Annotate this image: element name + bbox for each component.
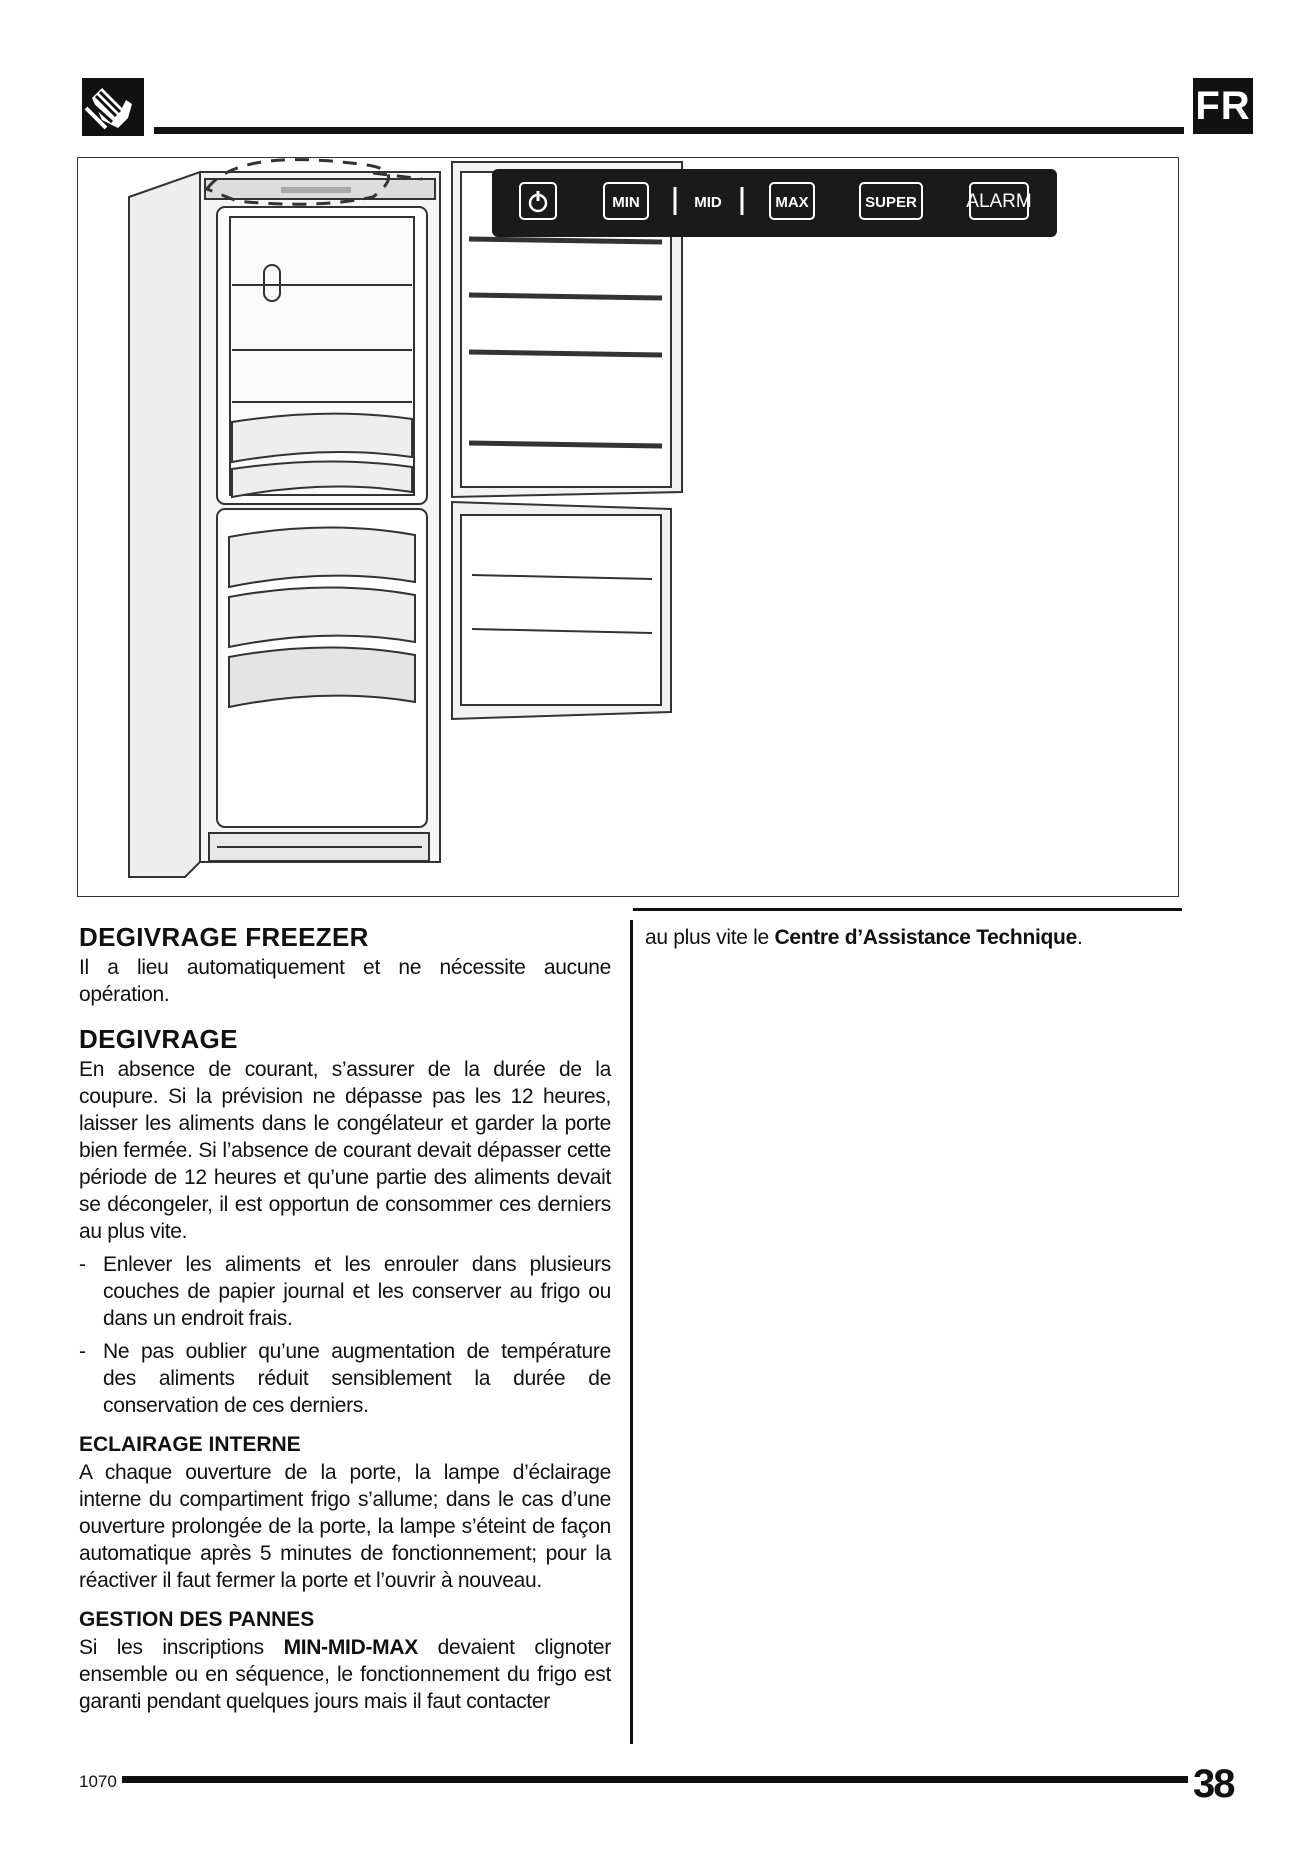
header-rule bbox=[154, 127, 1184, 134]
right-column bbox=[645, 924, 1165, 951]
svg-text:MAX: MAX bbox=[775, 194, 809, 211]
heading-gestion-des-pannes: GESTION DES PANNES bbox=[79, 1608, 315, 1631]
bullet-list bbox=[79, 1251, 611, 1419]
svg-text:ALARM: ALARM bbox=[966, 191, 1032, 212]
fridge-illustration bbox=[77, 157, 1179, 897]
panel-button-alarm bbox=[966, 183, 1031, 219]
section-rule bbox=[633, 908, 1182, 911]
paragraph-degivrage: En absence de courant, s’assurer de la durée de la coupure. Si la prévision ne dépasse pas les 12 heures, laisser les aliments dans le congélateur et garder la porte bien fermée. Si l’absence de courant devait dépasser cette période de 12 heures et qu’une partie des aliments devait se décongeler, il est opportun de consommer ces derniers au plus vite. bbox=[79, 1058, 611, 1243]
hand-icon bbox=[82, 78, 144, 136]
power-button bbox=[520, 183, 556, 219]
heading-eclairage-interne: ECLAIRAGE INTERNE bbox=[79, 1433, 301, 1456]
paragraph-continuation: au plus vite le Centre d’Assistance Technique. bbox=[645, 926, 1083, 949]
panel-button-min bbox=[604, 183, 648, 219]
panel-button-max bbox=[770, 183, 814, 219]
language-badge: FR bbox=[1193, 78, 1253, 134]
panel-button-super bbox=[860, 183, 922, 219]
list-item: - Ne pas oublier qu’une augmentation de température des aliments réduit sensiblement la durée de conservation de ces derniers. bbox=[79, 1340, 611, 1417]
svg-text:SUPER: SUPER bbox=[865, 194, 917, 211]
paragraph-degivrage-freezer: Il a lieu automatiquement et ne nécessite aucune opération. bbox=[79, 956, 611, 1006]
heading-degivrage-freezer: DEGIVRAGE FREEZER bbox=[79, 922, 369, 952]
footer-rule bbox=[122, 1776, 1188, 1783]
list-item: - Enlever les aliments et les enrouler dans plusieurs couches de papier journal et les conserver au frigo ou dans un endroit frais. bbox=[79, 1253, 611, 1330]
paragraph-eclairage-interne: A chaque ouverture de la porte, la lampe d’éclairage interne du compartiment frigo s’allume; dans le cas d’une ouverture prolongée de la porte, la lampe s’éteint de façon automatique après 5 minutes de fonctionnement; pour la réactiver il faut fermer la porte et l’ouvrir à nouveau. bbox=[79, 1461, 611, 1592]
paragraph-gestion-des-pannes: Si les inscriptions MIN-MID-MAX devaient clignoter ensemble ou en séquence, le fonctionnement du frigo est garanti pendant quelques jours mais il faut contacter bbox=[79, 1636, 612, 1713]
left-column bbox=[79, 920, 611, 1715]
document-code: 1070 bbox=[79, 1772, 117, 1791]
svg-text:MID: MID bbox=[694, 194, 722, 211]
column-divider bbox=[630, 920, 633, 1744]
panel-label-mid bbox=[694, 194, 722, 211]
svg-text:MIN: MIN bbox=[612, 194, 640, 211]
page-number: 38 bbox=[1193, 1762, 1234, 1806]
heading-degivrage: DEGIVRAGE bbox=[79, 1024, 238, 1054]
